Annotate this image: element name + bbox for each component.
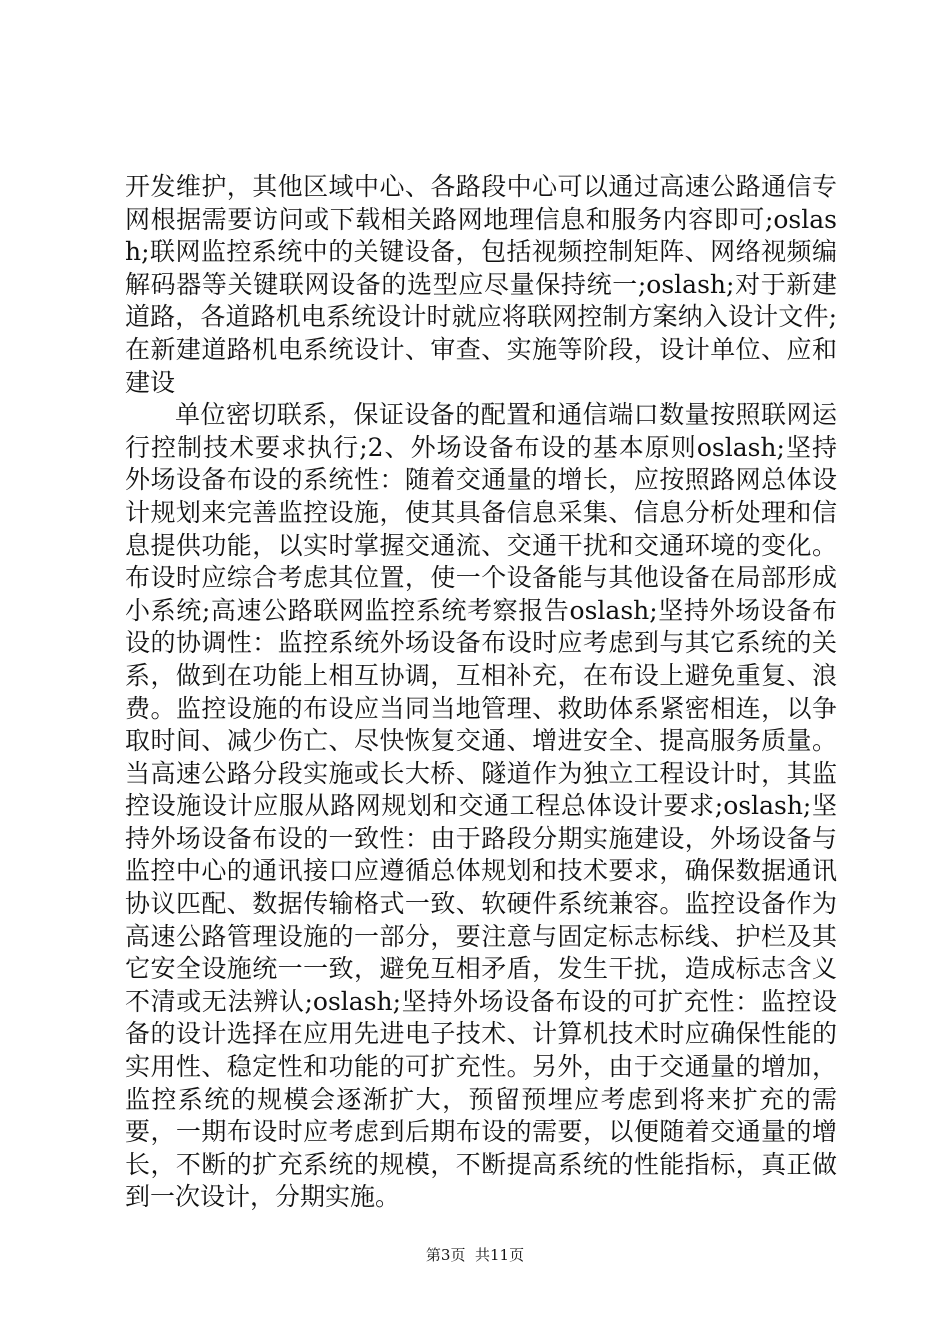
page-footer [0, 1244, 950, 1265]
page-number: 第3页 共11页 [425, 1246, 525, 1264]
paragraph: 单位密切联系，保证设备的配置和通信端口数量按照联网运行控制技术要求执行;2、外场设备布设的基本原则oslash;坚持外场设备布设的系统性：随着交通量的增长，应按照路网总体设计规划来完善监控设施，使其具备信息采集、信息分析处理和信息提供功能，以实时掌握交通流、交通干扰和交通环境的变化。布设时应综合考虑其位置，使一个设备能与其他设备在局部形成小系统;高速公路联网监控系统考察报告oslash;坚持外场设备布设的协调性：监控系统外场设备布设时应考虑到与其它系统的关系，做到在功能上相互协调，互相补充，在布设上避免重复、浪费。监控设施的布设应当同当地管理、救助体系紧密相连，以争取时间、减少伤亡、尽快恢复交通、增进安全、提高服务质量。当高速公路分段实施或长大桥、隧道作为独立工程设计时，其监控设施设计应服从路网规划和交通工程总体设计要求;oslash;坚持外场设备布设的一致性：由于路段分期实施建设，外场设备与监控中心的通讯接口应遵循总体规划和技术要求，确保数据通讯协议匹配、数据传输格式一致、软硬件系统兼容。监控设备作为高速公路管理设施的一部分，要注意与固定标志标线、护栏及其它安全设施统一一致，避免互相矛盾，发生干扰，造成标志含义不清或无法辨认;oslash;坚持外场设备布设的可扩充性：监控设备的设计选择在应用先进电子技术、计算机技术时应确保性能的实用性、稳定性和功能的可扩充性。另外，由于交通量的增加，监控系统的规模会逐渐扩大，预留预埋应考虑到将来扩充的需要，一期布设时应考虑到后期布设的需要，以便随着交通量的增长，不断的扩充系统的规模，不断提高系统的性能指标，真正做到一次设计，分期实施。 [125, 400, 837, 1212]
document-body [125, 171, 837, 1214]
paragraph: 开发维护，其他区域中心、各路段中心可以通过高速公路通信专网根据需要访问或下载相关路网地理信息和服务内容即可;oslash;联网监控系统中的关键设备，包括视频控制矩阵、网络视频编解码器等关键联网设备的选型应尽量保持统一;oslash;对于新建道路，各道路机电系统设计时就应将联网控制方案纳入设计文件;在新建道路机电系统设计、审查、实施等阶段，设计单位、应和建设 [125, 172, 837, 397]
